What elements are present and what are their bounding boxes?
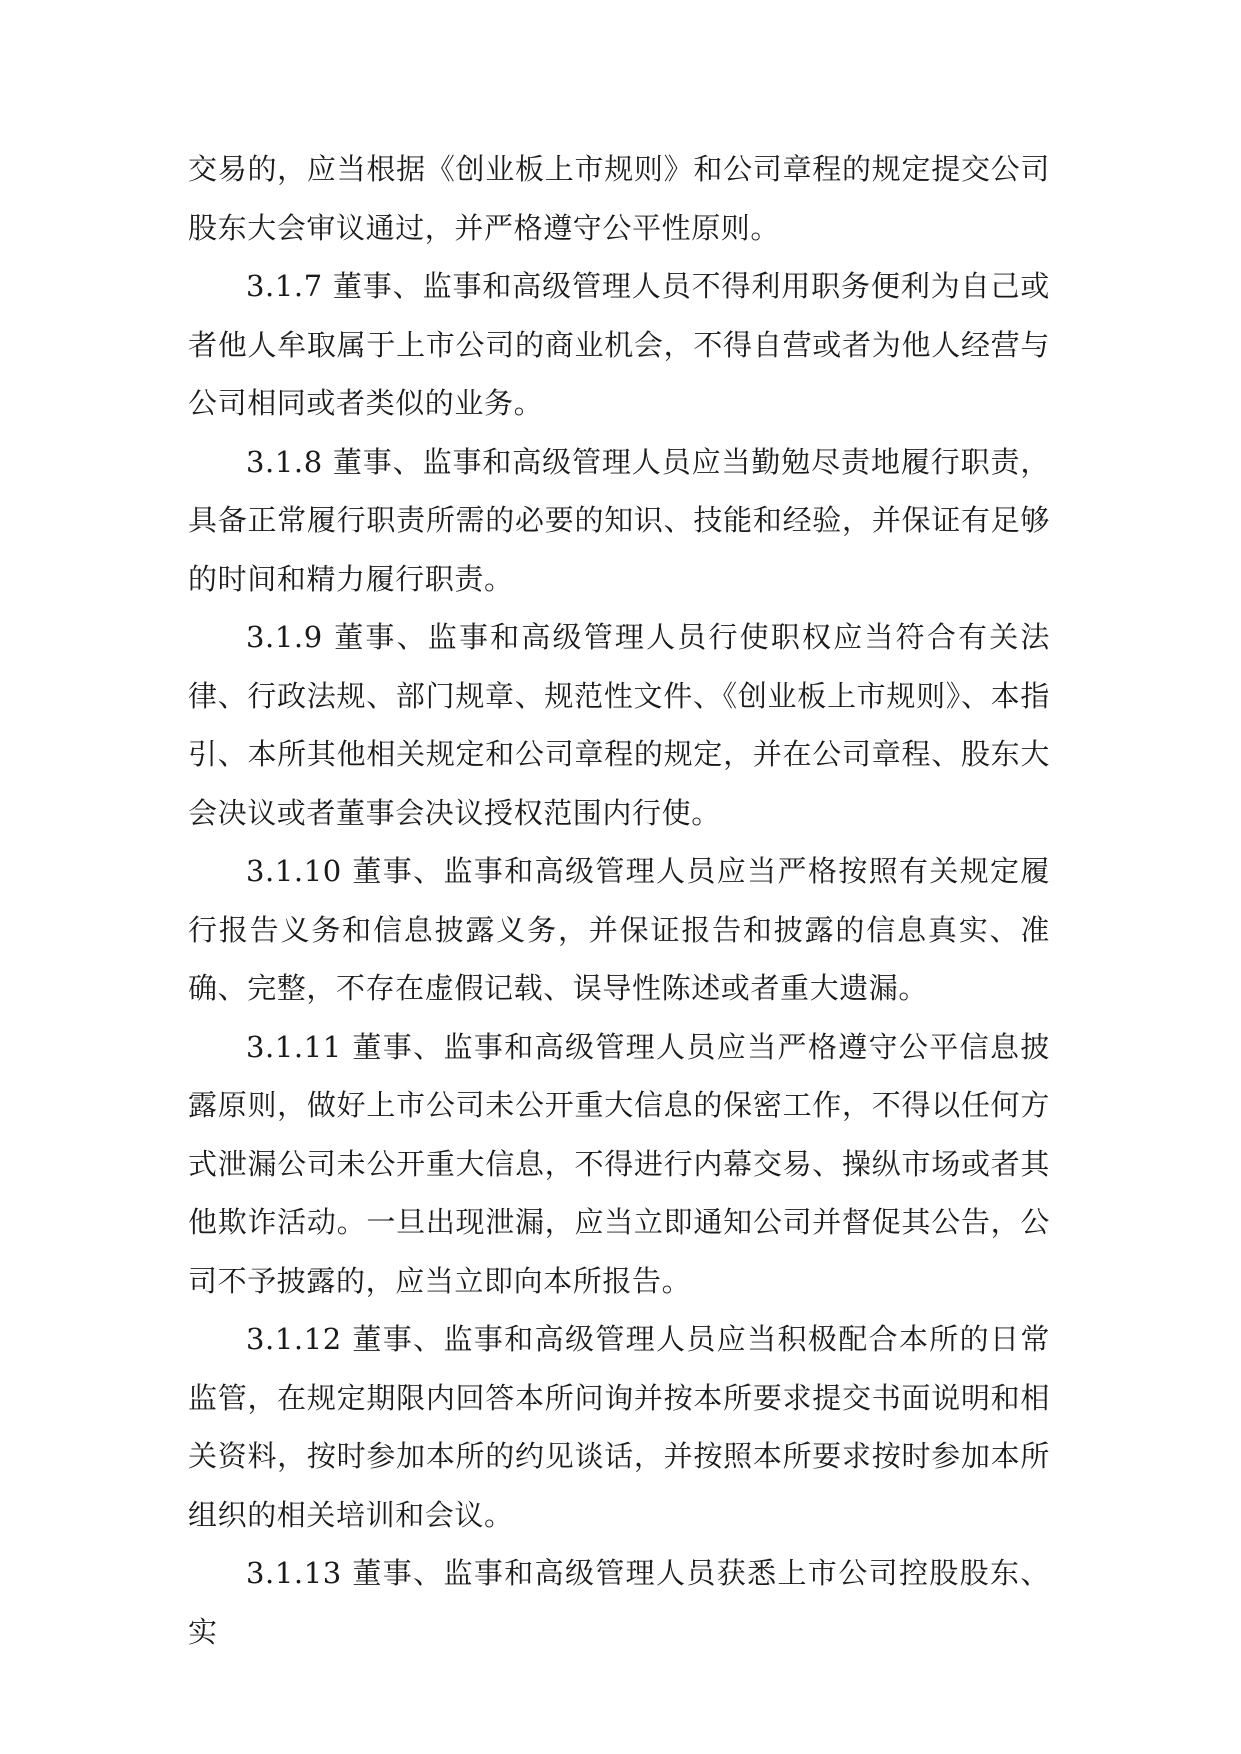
paragraph-3-1-7: 3.1.7 董事、监事和高级管理人员不得利用职务便利为自己或者他人牟取属于上市公司的商业机会，不得自营或者为他人经营与公司相同或者类似的业务。 — [188, 269, 1050, 420]
paragraph-3-1-13: 3.1.13 董事、监事和高级管理人员获悉上市公司控股股东、实 — [188, 1556, 1050, 1649]
paragraph-continuation: 交易的，应当根据《创业板上市规则》和公司章程的规定提交公司股东大会审议通过，并严格遵守公平性原则。 — [188, 152, 1050, 245]
paragraph-3-1-8: 3.1.8 董事、监事和高级管理人员应当勤勉尽责地履行职责，具备正常履行职责所需的必要的知识、技能和经验，并保证有足够的时间和精力履行职责。 — [188, 444, 1050, 596]
paragraph-3-1-10: 3.1.10 董事、监事和高级管理人员应当严格按照有关规定履行报告义务和信息披露义务，并保证报告和披露的信息真实、准确、完整，不存在虚假记载、误导性陈述或者重大遗漏。 — [188, 854, 1050, 1005]
paragraph-3-1-11: 3.1.11 董事、监事和高级管理人员应当严格遵守公平信息披露原则，做好上市公司未公开重大信息的保密工作，不得以任何方式泄漏公司未公开重大信息，不得进行内幕交易、操纵市场或者其他欺诈活动。一旦出现泄漏，应当立即通知公司并督促其公告，公司不予披露的，应当立即向本所报告。 — [188, 1029, 1050, 1298]
document-body — [188, 140, 1050, 1661]
paragraph-3-1-9: 3.1.9 董事、监事和高级管理人员行使职权应当符合有关法律、行政法规、部门规章、规范性文件、《创业板上市规则》、本指引、本所其他相关规定和公司章程的规定，并在公司章程、股东大会决议或者董事会决议授权范围内行使。 — [188, 620, 1050, 830]
paragraph-3-1-12: 3.1.12 董事、监事和高级管理人员应当积极配合本所的日常监管，在规定期限内回答本所问询并按本所要求提交书面说明和相关资料，按时参加本所的约见谈话，并按照本所要求按时参加本所组织的相关培训和会议。 — [188, 1322, 1050, 1532]
